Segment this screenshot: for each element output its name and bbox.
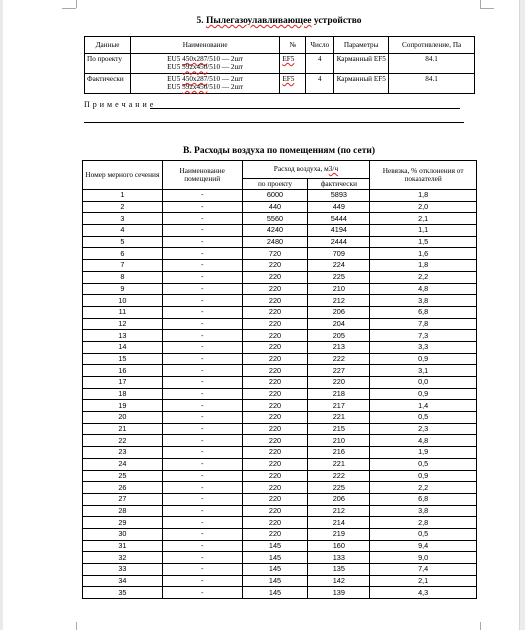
column-header: Параметры [334,37,389,54]
table-row [83,505,477,517]
design-flow-cell: 720 [242,248,308,260]
actual-flow-cell: 212 [308,295,370,307]
crop-mark [480,622,481,630]
deviation-cell: 2,3 [370,423,477,435]
room-name-cell: - [162,225,242,237]
deviation-cell: 3,8 [370,505,477,517]
design-flow-cell: 220 [242,517,308,529]
room-name-cell: - [162,306,242,318]
design-flow-cell: 145 [242,540,308,552]
page-right-edge [519,0,525,630]
table-row [83,283,477,295]
section-no-cell: 28 [83,505,163,517]
name-cell [130,73,279,93]
design-flow-cell: 220 [242,412,308,424]
section-no-cell: 20 [83,412,163,424]
design-flow-cell: 220 [242,318,308,330]
name-size: 450x287 [182,74,208,83]
actual-flow-cell: 139 [308,587,370,599]
design-flow-cell: 220 [242,505,308,517]
table-row [83,190,477,202]
table-row [83,271,477,283]
name-size: 450x287 [182,55,208,63]
section5-title-word: Пылегазоулавливающее [205,16,312,26]
name-text: /510 — 2шт [207,83,244,92]
actual-flow-cell: 219 [308,528,370,540]
actual-flow-cell: 5444 [308,213,370,225]
section-no-cell: 15 [83,353,163,365]
deviation-cell: 3,3 [370,341,477,353]
deviation-cell: 0,5 [370,458,477,470]
section-no-cell: 33 [83,564,163,576]
deviation-cell: 0,5 [370,528,477,540]
deviation-cell: 1,4 [370,400,477,412]
section-no-cell: 16 [83,365,163,377]
section-no-cell: 11 [83,306,163,318]
section-no-cell: 7 [83,260,163,272]
airflow-header-unit: 3/ч [328,164,339,174]
name-text: /510 — 2шт [207,55,244,63]
airflow-table-body [83,190,477,599]
actual-flow-cell: 225 [308,482,370,494]
actual-flow-cell: 5893 [308,190,370,202]
airflow-header-text: Расход воздуха, м [273,164,329,174]
number-cell: EF5 [282,55,295,63]
actual-flow-cell: 224 [308,260,370,272]
deviation-cell: 3,8 [370,295,477,307]
deviation-cell: 0,9 [370,353,477,365]
deviation-cell: 9,4 [370,540,477,552]
section-no-cell: 21 [83,423,163,435]
page-left-edge [0,0,3,630]
table-row [83,493,477,505]
actual-flow-cell: 206 [308,493,370,505]
room-name-cell: - [162,388,242,400]
design-flow-cell: 440 [242,201,308,213]
deviation-cell: 2,1 [370,213,477,225]
number-cell: EF5 [282,74,295,83]
deviation-cell: 6,8 [370,306,477,318]
crop-mark [480,8,494,9]
section5-title-prefix: 5. [196,16,206,26]
design-flow-cell: 220 [242,295,308,307]
room-name-cell: - [162,365,242,377]
section-no-cell: 34 [83,575,163,587]
table-row [83,365,477,377]
deviation-cell: 2,1 [370,575,477,587]
table-header-row [85,37,475,54]
room-name-cell: - [162,213,242,225]
table-header-row [83,161,477,179]
table-row [83,330,477,342]
column-header: Данные [85,37,131,54]
actual-flow-cell: 217 [308,400,370,412]
deviation-cell: 0,9 [370,388,477,400]
actual-flow-cell: 142 [308,575,370,587]
design-flow-cell: 220 [242,470,308,482]
table-row [83,341,477,353]
section-no-cell: 25 [83,470,163,482]
name-text: EU5 [167,55,183,63]
crop-mark [62,8,76,9]
design-flow-cell: 220 [242,260,308,272]
table-row [83,318,477,330]
design-flow-cell: 145 [242,575,308,587]
name-text: /510 — 2шт [207,74,244,83]
room-name-cell: - [162,295,242,307]
table-row [83,353,477,365]
resistance-cell: 84.1 [389,73,475,93]
section-no-cell: 19 [83,400,163,412]
section-no-cell: 9 [83,283,163,295]
design-flow-cell: 220 [242,341,308,353]
column-header: Наименование [130,37,279,54]
params-cell: Карманный EF5 [334,54,389,74]
room-name-cell: - [162,341,242,353]
room-name-cell: - [162,318,242,330]
room-name-cell: - [162,412,242,424]
section-no-cell: 26 [83,482,163,494]
table-row [83,470,477,482]
section-no-cell: 8 [83,271,163,283]
design-flow-cell: 220 [242,283,308,295]
deviation-cell: 1,5 [370,236,477,248]
table-row [83,435,477,447]
column-header: Наименование помещений [162,161,242,190]
design-flow-cell: 220 [242,528,308,540]
table-row [83,295,477,307]
design-flow-cell: 220 [242,493,308,505]
table-row [83,201,477,213]
design-flow-cell: 145 [242,564,308,576]
name-cell [130,54,279,74]
section-no-cell: 18 [83,388,163,400]
deviation-cell: 0,0 [370,377,477,389]
actual-flow-cell: 221 [308,412,370,424]
actual-flow-cell: 227 [308,365,370,377]
actual-flow-cell: 4194 [308,225,370,237]
actual-flow-cell: 449 [308,201,370,213]
count-cell: 4 [306,54,334,74]
table-row [83,388,477,400]
section-no-cell: 27 [83,493,163,505]
deviation-cell: 1,8 [370,260,477,272]
deviation-cell: 7,4 [370,564,477,576]
table-row [83,412,477,424]
actual-flow-cell: 206 [308,306,370,318]
table-row [83,306,477,318]
room-name-cell: - [162,353,242,365]
deviation-cell: 2,8 [370,517,477,529]
room-name-cell: - [162,330,242,342]
room-name-cell: - [162,447,242,459]
design-flow-cell: 220 [242,388,308,400]
sectionB-title: В. Расходы воздуха по помещениям (по сети) [182,146,376,156]
actual-flow-cell: 210 [308,435,370,447]
section-no-cell: 10 [83,295,163,307]
column-header: Сопротивление, Па [389,37,475,54]
note-blank-line [84,122,464,123]
section-no-cell: 17 [83,377,163,389]
table-row [83,517,477,529]
table-row [83,423,477,435]
deviation-cell: 6,8 [370,493,477,505]
name-size: 592x450 [182,83,208,92]
section-no-cell: 5 [83,236,163,248]
actual-flow-cell: 214 [308,517,370,529]
column-header: Невязка, % отклонения от показателей [370,161,477,190]
section-no-cell: 13 [83,330,163,342]
deviation-cell: 4,8 [370,435,477,447]
room-name-cell: - [162,458,242,470]
column-header: фактически [308,178,370,189]
design-flow-cell: 220 [242,330,308,342]
room-name-cell: - [162,528,242,540]
design-flow-cell: 145 [242,587,308,599]
section-no-cell: 3 [83,213,163,225]
actual-flow-cell: 2444 [308,236,370,248]
actual-flow-cell: 133 [308,552,370,564]
room-name-cell: - [162,400,242,412]
name-text: EU5 [167,74,183,83]
actual-flow-cell: 222 [308,470,370,482]
column-header [242,161,370,179]
section-no-cell: 35 [83,587,163,599]
room-name-cell: - [162,423,242,435]
column-header: Номер мерного сечения [83,161,163,190]
design-flow-cell: 220 [242,377,308,389]
room-name-cell: - [162,587,242,599]
section-no-cell: 2 [83,201,163,213]
deviation-cell: 1,1 [370,225,477,237]
table-row [83,225,477,237]
design-flow-cell: 2480 [242,236,308,248]
deviation-cell: 2,0 [370,201,477,213]
deviation-cell: 7,8 [370,318,477,330]
room-name-cell: - [162,283,242,295]
table-row [83,213,477,225]
section-no-cell: 32 [83,552,163,564]
table-row [83,587,477,599]
section-no-cell: 30 [83,528,163,540]
design-flow-cell: 220 [242,353,308,365]
count-cell: 4 [306,73,334,93]
actual-flow-cell: 221 [308,458,370,470]
section-no-cell: 31 [83,540,163,552]
table-row [83,458,477,470]
table-row [83,260,477,272]
section-no-cell: 6 [83,248,163,260]
table-row [83,540,477,552]
deviation-cell: 3,1 [370,365,477,377]
crop-mark [76,622,77,630]
deviation-cell: 1,8 [370,190,477,202]
deviation-cell: 2,2 [370,482,477,494]
room-name-cell: - [162,564,242,576]
deviation-cell: 0,5 [370,412,477,424]
section-no-cell: 22 [83,435,163,447]
deviation-cell: 2,2 [370,271,477,283]
table-row [85,73,475,93]
design-flow-cell: 220 [242,271,308,283]
actual-flow-cell: 205 [308,330,370,342]
table-row [83,528,477,540]
actual-flow-cell: 220 [308,377,370,389]
actual-flow-cell: 218 [308,388,370,400]
table-row [83,377,477,389]
actual-flow-cell: 213 [308,341,370,353]
table-row [83,482,477,494]
room-name-cell: - [162,236,242,248]
room-name-cell: - [162,470,242,482]
design-flow-cell: 220 [242,365,308,377]
room-name-cell: - [162,190,242,202]
actual-flow-cell: 135 [308,564,370,576]
name-text: EU5 [167,63,183,72]
table-row [83,400,477,412]
actual-flow-cell: 204 [308,318,370,330]
note-blank-line [150,108,460,109]
section-no-cell: 29 [83,517,163,529]
design-flow-cell: 220 [242,458,308,470]
room-name-cell: - [162,552,242,564]
design-flow-cell: 145 [242,552,308,564]
actual-flow-cell: 212 [308,505,370,517]
crop-mark [480,0,481,8]
room-name-cell: - [162,505,242,517]
room-name-cell: - [162,482,242,494]
section5-title [84,16,474,26]
column-header: по проекту [242,178,308,189]
table-row [85,54,475,74]
room-name-cell: - [162,201,242,213]
note-label: П р и м е ч а н и е [84,100,154,109]
name-text: /510 — 2шт [207,63,244,72]
airflow-table [82,160,477,599]
section-no-cell: 23 [83,447,163,459]
name-size: 592x450 [182,63,208,72]
table-row [83,552,477,564]
table-row [83,248,477,260]
deviation-cell: 4,8 [370,283,477,295]
design-flow-cell: 220 [242,306,308,318]
resistance-cell: 84.1 [389,54,475,74]
deviation-cell: 7,3 [370,330,477,342]
design-flow-cell: 220 [242,435,308,447]
dust-collector-table [84,36,475,94]
design-flow-cell: 220 [242,423,308,435]
actual-flow-cell: 222 [308,353,370,365]
design-flow-cell: 4240 [242,225,308,237]
design-flow-cell: 220 [242,400,308,412]
room-name-cell: - [162,575,242,587]
table-row [83,575,477,587]
actual-flow-cell: 225 [308,271,370,283]
actual-flow-cell: 215 [308,423,370,435]
deviation-cell: 9,0 [370,552,477,564]
actual-flow-cell: 709 [308,248,370,260]
actual-flow-cell: 216 [308,447,370,459]
design-flow-cell: 5560 [242,213,308,225]
room-name-cell: - [162,271,242,283]
actual-flow-cell: 160 [308,540,370,552]
room-name-cell: - [162,540,242,552]
deviation-cell: 4,3 [370,587,477,599]
design-flow-cell: 220 [242,482,308,494]
crop-mark [76,0,77,8]
room-name-cell: - [162,248,242,260]
section-no-cell: 12 [83,318,163,330]
section5-title-suffix: устройство [311,16,362,26]
data-cell: Фактически [85,73,131,93]
design-flow-cell: 220 [242,447,308,459]
section-no-cell: 14 [83,341,163,353]
section-no-cell: 24 [83,458,163,470]
deviation-cell: 0,9 [370,470,477,482]
room-name-cell: - [162,435,242,447]
room-name-cell: - [162,377,242,389]
actual-flow-cell: 210 [308,283,370,295]
section-no-cell: 1 [83,190,163,202]
column-header: № [280,37,306,54]
name-text: EU5 [167,83,183,92]
table-row [83,564,477,576]
table-row [83,236,477,248]
room-name-cell: - [162,493,242,505]
params-cell: Карманный EF5 [334,73,389,93]
section-no-cell: 4 [83,225,163,237]
column-header: Число [306,37,334,54]
deviation-cell: 1,9 [370,447,477,459]
data-cell: По проекту [85,54,131,74]
table-row [83,447,477,459]
room-name-cell: - [162,260,242,272]
design-flow-cell: 6000 [242,190,308,202]
deviation-cell: 1,6 [370,248,477,260]
room-name-cell: - [162,517,242,529]
